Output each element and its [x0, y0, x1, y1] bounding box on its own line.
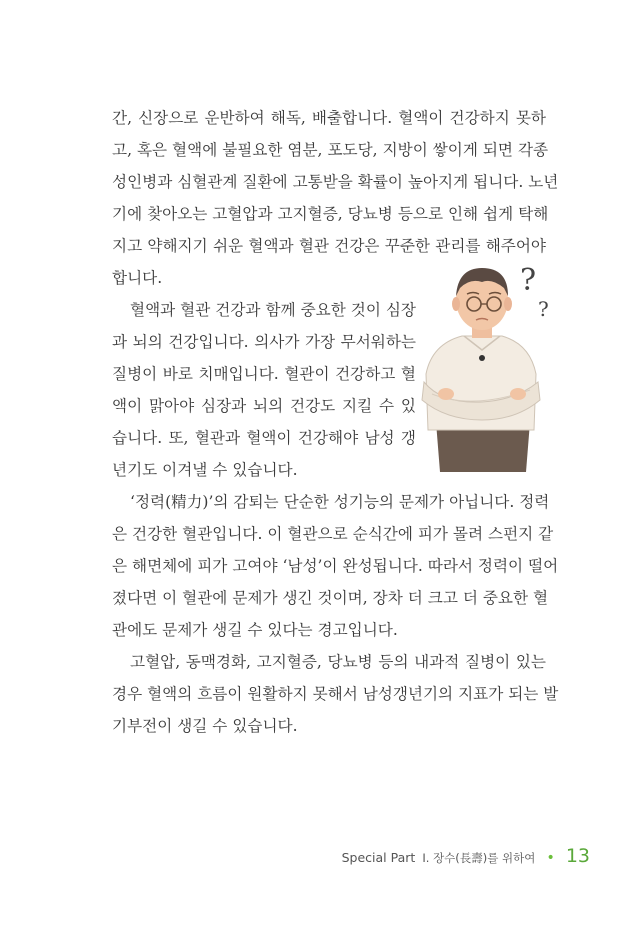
body-line: 기에 찾아오는 고혈압과 고지혈증, 당뇨병 등으로 인해 쉽게 탁해 — [112, 205, 549, 223]
body-line: 지고 약해지기 쉬운 혈액과 혈관 건강은 꾸준한 관리를 해주어야 — [112, 237, 546, 255]
svg-text:?: ? — [520, 263, 537, 298]
body-line: 질병이 바로 치매입니다. 혈관이 건강하고 혈 — [112, 365, 416, 383]
body-line: ‘정력(精力)’의 감퇴는 단순한 성기능의 문제가 아닙니다. 정력 — [130, 493, 550, 511]
body-line: 년기도 이겨낼 수 있습니다. — [112, 461, 298, 479]
svg-text:?: ? — [538, 297, 549, 321]
footer-chapter-label: Ⅰ. 장수(長壽)를 위하여 — [422, 851, 536, 865]
body-line: 은 건강한 혈관입니다. 이 혈관으로 순식간에 피가 몰려 스펀지 같 — [112, 525, 554, 543]
body-line: 관에도 문제가 생길 수 있다는 경고입니다. — [112, 621, 398, 639]
body-line: 성인병과 심혈관계 질환에 고통받을 확률이 높아지게 됩니다. 노년 — [112, 173, 559, 191]
confused-old-man-icon — [412, 254, 572, 474]
body-line: 합니다. — [112, 269, 163, 287]
body-line: 경우 혈액의 흐름이 원활하지 못해서 남성갱년기의 지표가 되는 발 — [112, 685, 559, 703]
footer-part-label: Special Part — [341, 850, 416, 865]
body-line: 습니다. 또, 혈관과 혈액이 건강해야 남성 갱 — [112, 429, 416, 447]
body-line: 간, 신장으로 운반하여 해독, 배출합니다. 혈액이 건강하지 못하 — [112, 109, 546, 127]
footer-bullet: • — [546, 850, 555, 866]
body-line: 기부전이 생길 수 있습니다. — [112, 717, 298, 735]
body-line: 고혈압, 동맥경화, 고지혈증, 당뇨병 등의 내과적 질병이 있는 — [130, 653, 546, 671]
body-line: 과 뇌의 건강입니다. 의사가 가장 무서워하는 — [112, 333, 416, 351]
page-number: 13 — [565, 845, 590, 867]
body-line: 액이 맑아야 심장과 뇌의 건강도 지킬 수 있 — [112, 397, 416, 415]
page-footer — [0, 845, 590, 867]
body-line: 혈액과 혈관 건강과 함께 중요한 것이 심장 — [130, 301, 416, 319]
body-line: 졌다면 이 혈관에 문제가 생긴 것이며, 장차 더 크고 더 중요한 혈 — [112, 589, 549, 607]
body-line: 은 해면체에 피가 고여야 ‘남성’이 완성됩니다. 따라서 정력이 떨어 — [112, 557, 559, 575]
body-line: 고, 혹은 혈액에 불필요한 염분, 포도당, 지방이 쌓이게 되면 각종 — [112, 141, 549, 159]
